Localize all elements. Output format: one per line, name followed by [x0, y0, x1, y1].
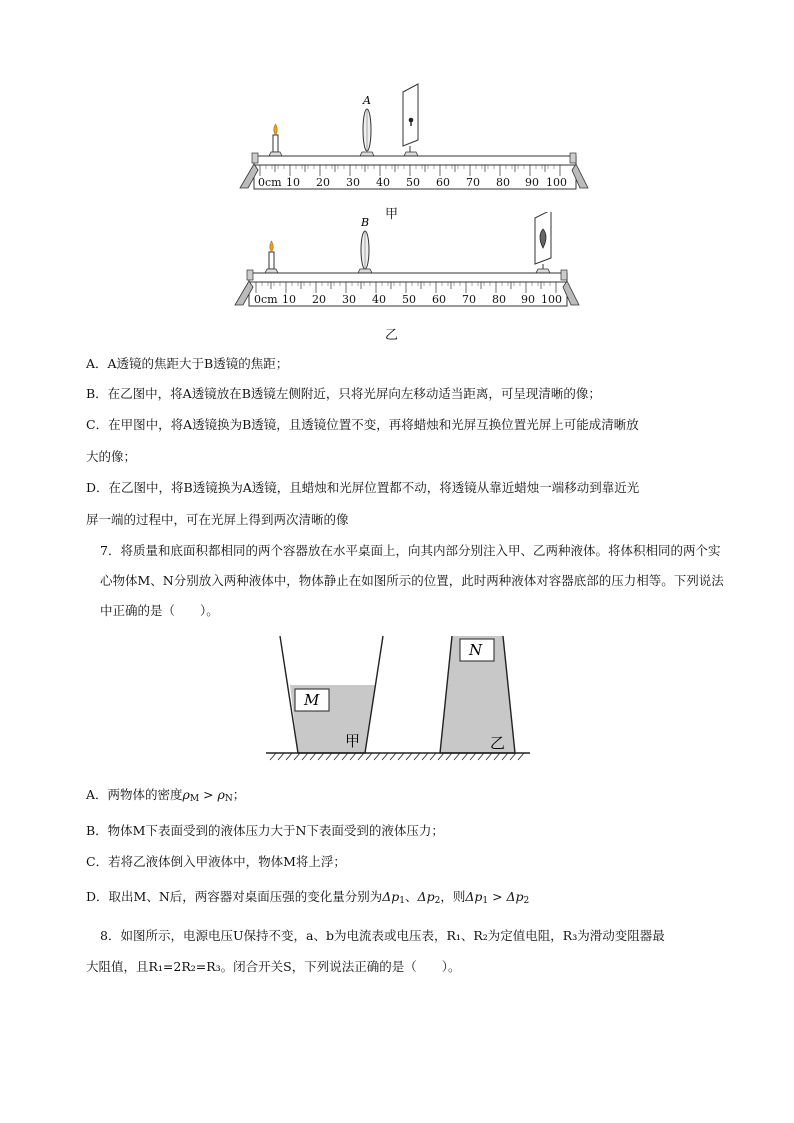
object-n-label: N	[469, 641, 483, 659]
q6-option-d-line1: D．在乙图中，将B透镜换为A透镜，且蜡烛和光屏位置都不动，将透镜从靠近蜡烛一端移动到靠近光	[86, 480, 640, 495]
figure-caption-jia: 甲	[385, 207, 399, 222]
light-screen-icon	[535, 212, 551, 273]
q6-option-d-line2: 屏一端的过程中，可在光屏上得到两次清晰的像	[86, 512, 349, 527]
rho-symbol: ρ	[182, 787, 190, 802]
subscript: 2	[523, 896, 530, 906]
object-m	[295, 689, 329, 711]
q6-option-c-line1: C．在甲图中，将A透镜换为B透镜，且透镜位置不变，再将蜡烛和光屏互换位置光屏上可能成清晰放	[86, 417, 639, 432]
lens-label: B	[361, 216, 370, 229]
tick-label: 90	[521, 293, 535, 306]
q7-option-d-text: D．取出M、N后，两容器对桌面压强的变化量分别为	[86, 889, 383, 904]
optical-bench-figure-jia	[230, 80, 600, 225]
tick-label: 20	[312, 293, 326, 306]
q7-option-a	[86, 786, 726, 808]
tick-label: 90	[525, 176, 539, 189]
tick-label: 40	[372, 293, 386, 306]
ruler-bench	[235, 270, 579, 306]
convex-lens-icon	[358, 231, 372, 273]
tick-label: 70	[462, 293, 476, 306]
light-screen-icon	[403, 84, 418, 156]
subscript: 1	[399, 896, 406, 906]
q6-option-a: A．A透镜的焦距大于B透镜的焦距；	[86, 356, 289, 371]
tick-label: 60	[436, 176, 450, 189]
tick-label: 40	[376, 176, 390, 189]
subscript: 1	[482, 896, 489, 906]
tick-label: 30	[342, 293, 356, 306]
tick-label: 60	[432, 293, 446, 306]
delta-p: Δp	[506, 889, 524, 904]
subscript: N	[224, 794, 233, 804]
subscript: 2	[434, 896, 441, 906]
delta-p: Δp	[382, 889, 400, 904]
figure-caption-yi: 乙	[385, 328, 399, 343]
tick-label: 100	[541, 293, 562, 306]
convex-lens-icon	[360, 109, 374, 156]
connector-text: ，则	[440, 889, 466, 904]
object-n	[460, 639, 494, 661]
tick-label: 10	[286, 176, 300, 189]
q7-option-d	[86, 888, 726, 910]
q6-option-b: B．在乙图中，将A透镜放在B透镜左侧附近，只将光屏向左移动适当距离，可呈现清晰的像；	[86, 386, 601, 401]
delta-p: Δp	[465, 889, 483, 904]
optical-bench-figure-yi	[225, 212, 595, 322]
containers-figure	[262, 632, 532, 762]
punctuation: 、	[405, 889, 418, 904]
punctuation: ；	[232, 787, 246, 802]
lens-label: A	[363, 94, 371, 107]
object-m-label: M	[304, 691, 320, 709]
tick-label: 80	[492, 293, 506, 306]
container-label-right: 乙	[490, 734, 506, 752]
candle-icon	[269, 124, 282, 156]
tick-label: 70	[466, 176, 480, 189]
tick-label: 30	[346, 176, 360, 189]
container-label-left: 甲	[345, 732, 361, 750]
tick-label: 20	[316, 176, 330, 189]
q8-stem-line2: 大阻值，且R₁=2R₂=R₃。闭合开关S，下列说法正确的是（ ）。	[86, 959, 461, 974]
q7-option-a-text: A．两物体的密度	[86, 787, 183, 802]
tick-label: 80	[496, 176, 510, 189]
candle-icon	[265, 241, 278, 273]
tick-label: 50	[402, 293, 416, 306]
tick-label: 0cm	[258, 176, 282, 189]
greater-than: >	[488, 889, 507, 904]
tick-label: 10	[282, 293, 296, 306]
subscript: M	[189, 794, 200, 804]
q7-option-c: C．若将乙液体倒入甲液体中，物体M将上浮；	[86, 854, 346, 869]
rho-symbol: ρ	[217, 787, 225, 802]
q6-option-c-line2: 大的像；	[86, 449, 137, 464]
tick-label: 100	[546, 176, 567, 189]
delta-p: Δp	[417, 889, 435, 904]
q7-stem: 7．将质量和底面积都相同的两个容器放在水平桌面上，向其内部分别注入甲、乙两种液体。将体积相同的两个实心物体M、N分别放入两种液体中，物体静止在如图所示的位置，此时两种液体对容器底部的压力相等。下列说法中正确的是（ ）。	[100, 543, 724, 618]
q7-option-b: B．物体M下表面受到的液体压力大于N下表面受到的液体压力；	[86, 823, 444, 838]
ruler-bench	[240, 153, 588, 189]
greater-than: >	[199, 787, 218, 802]
q8-stem-line1: 8．如图所示，电源电压U保持不变，a、b为电流表或电压表，R₁、R₂为定值电阻，R₃为滑动变阻器最	[100, 928, 665, 943]
tick-label: 50	[406, 176, 420, 189]
tick-label: 0cm	[254, 293, 278, 306]
